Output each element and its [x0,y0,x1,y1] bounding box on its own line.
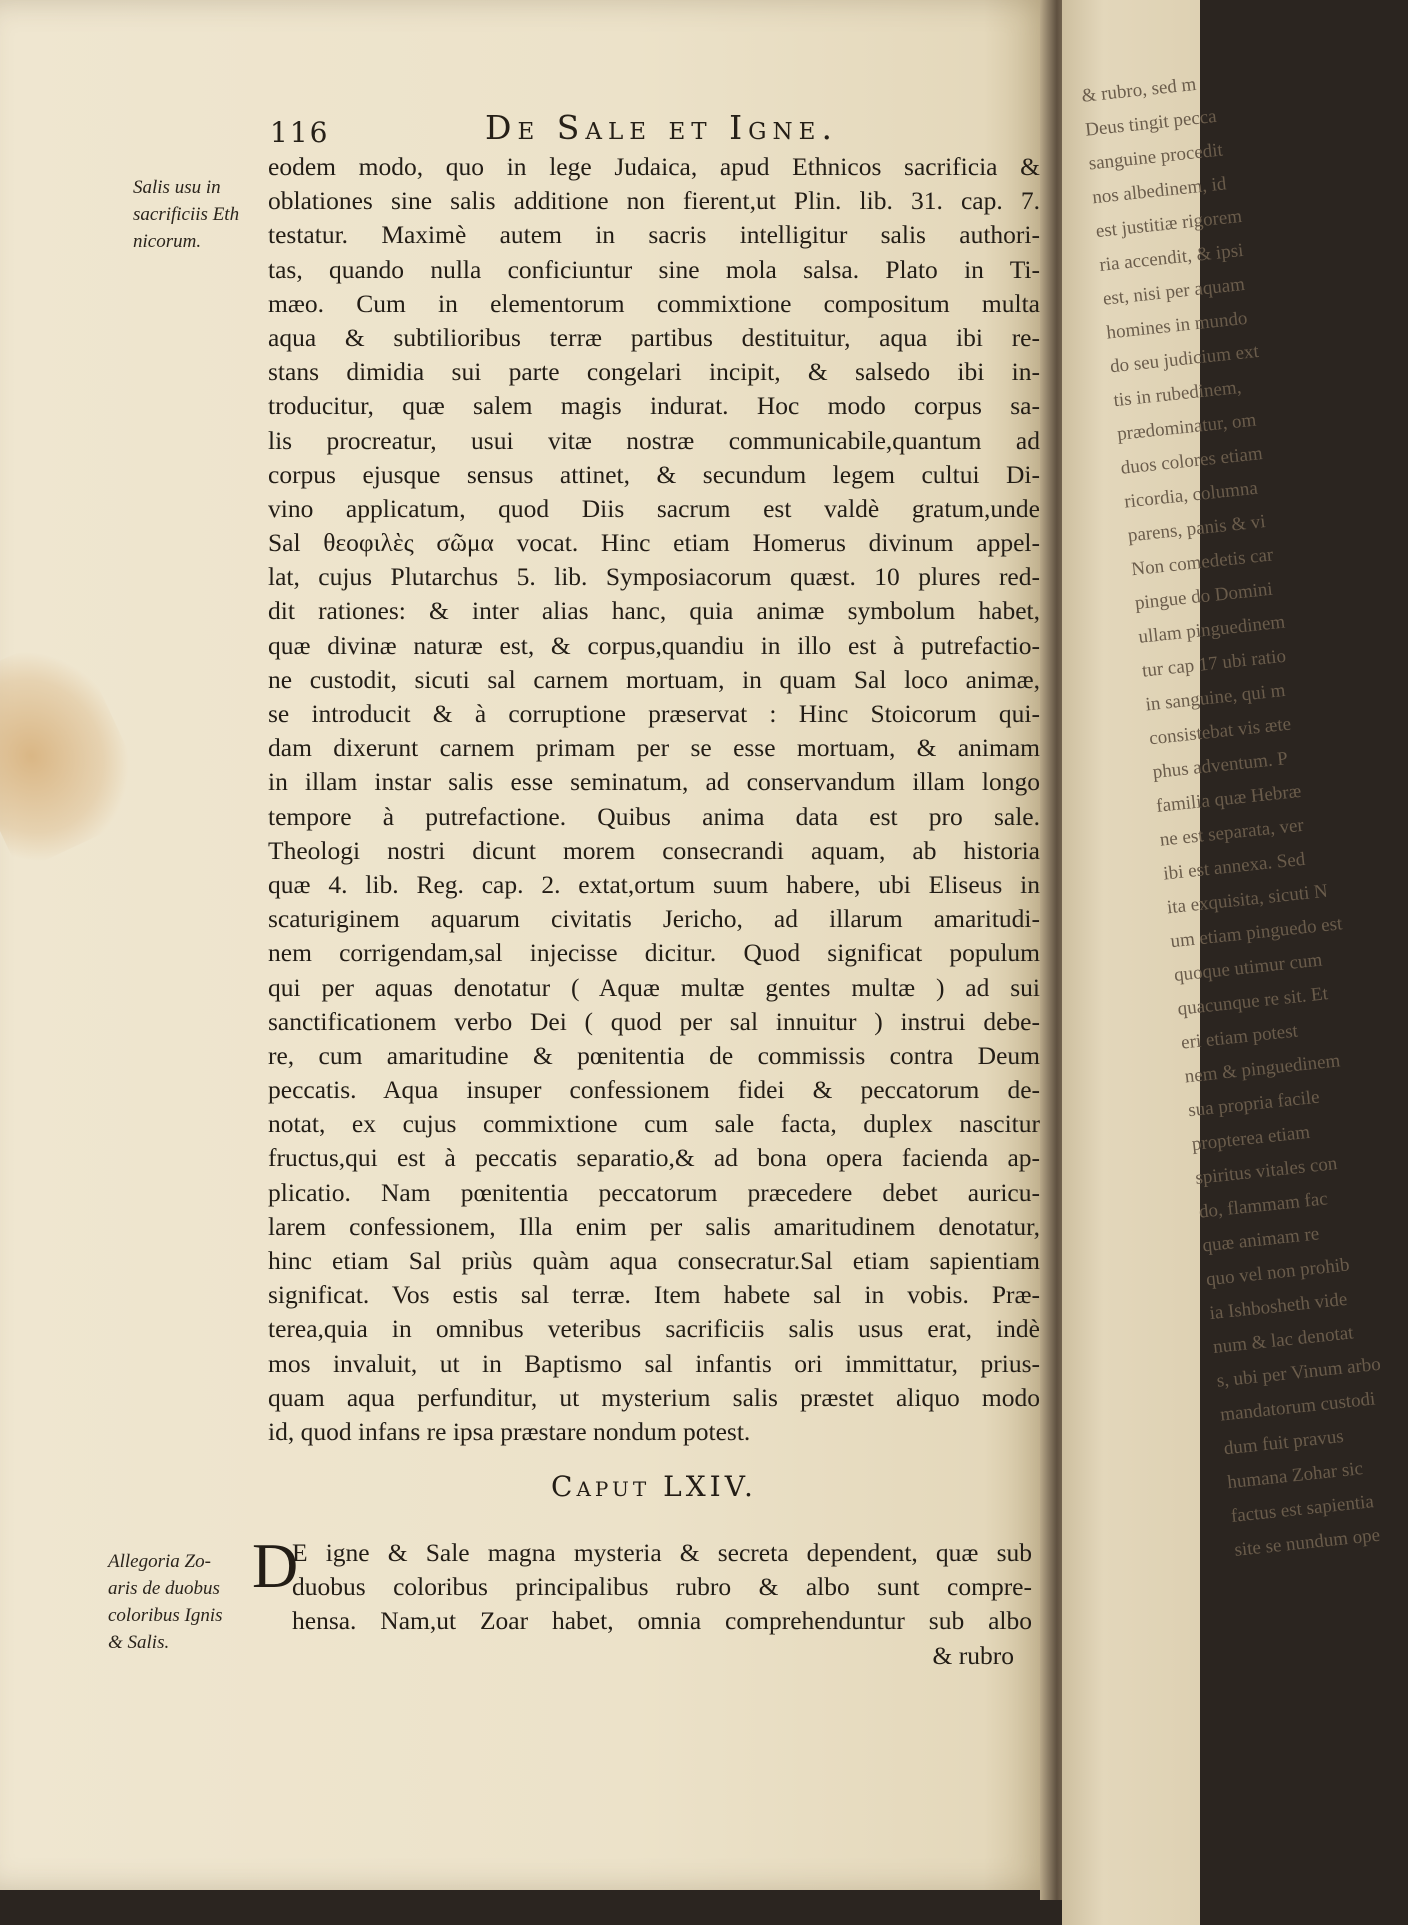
right-page-line: um etiam pinguedo est [1169,913,1344,953]
text-line: eodem modo, quo in lege Judaica, apud Ethnicos sacrificia & [268,152,1040,181]
text-line: id, quod infans re ipsa præstare nondum potest. [268,1416,751,1446]
margin-note-line: nicorum. [133,231,202,252]
right-page-line: phus adventum. P [1151,748,1289,784]
right-page-line: do, flammam fac [1197,1188,1329,1223]
right-page-line: prædominatur, om [1116,409,1258,445]
right-page-line: quoque utimur cum [1173,949,1324,987]
text-line: dit rationes: & inter alias hanc, quia animæ symbolum habet, [268,596,1040,626]
right-page-line: propterea etiam [1190,1121,1312,1156]
right-page-line: num & lac denotat [1212,1322,1355,1358]
right-page-line: ne est separata, ver [1158,814,1305,851]
margin-note-line: Salis usu in [133,177,221,198]
right-page-line: est justitiæ rigorem [1094,205,1243,243]
body-text [268,150,1040,1449]
right-page-line: ia Ishbosheth vide [1208,1288,1349,1325]
text-line: notat, ex cujus commixtione cum sale facta, duplex nascitur [268,1109,1040,1139]
right-page-line: sanguine procedit [1087,139,1224,175]
text-line: qui per aquas denotatur ( Aquæ multæ gentes multæ ) ad sui [268,972,1040,1002]
text-line: vino applicatum, quod Diis sacrum est valdè gratum,unde [268,493,1040,523]
text-line: lis procreatur, usui vitæ nostræ communicabile,quantum ad [268,425,1040,455]
right-page-line: pingue do Domini [1133,578,1274,615]
text-line: mos invaluit, ut in Baptismo sal infantis ori immittatur, prius- [268,1348,1040,1378]
right-page-line: duos colores etiam [1119,443,1264,479]
text-line: quæ divinæ naturæ est, & corpus,quandiu in illo est à putrefactio- [268,630,1040,660]
right-page-edge [1062,0,1382,1925]
page-number: 116 [270,116,330,149]
right-page-line: ullam pinguedinem [1137,611,1287,648]
text-line: significat. Vos estis sal terræ. Item habete sal in vobis. Præ- [268,1280,1040,1310]
page-stain [0,628,155,873]
right-page-line: tur cap 17 ubi ratio [1141,645,1288,682]
text-line: sanctificationem verbo Dei ( quod per sal innuitur ) instrui debe- [268,1006,1040,1036]
text-line: troducitur, quæ salem magis indurat. Hoc modo corpus sa- [268,391,1040,421]
text-line: testatur. Maximè autem in sacris intelligitur salis authori- [268,220,1040,250]
right-page-line: spiritus vitales con [1194,1153,1339,1189]
margin-note-salis-usu [133,174,239,255]
right-page-line: factus est sapientia [1229,1491,1375,1528]
margin-note-line: aris de duobus [108,1578,220,1599]
chapter-text [252,1530,1032,1673]
margin-note-line: coloribus Ignis [108,1605,223,1626]
right-page-line: site se nundum ope [1233,1524,1382,1561]
right-page-line: in sanguine, qui m [1144,679,1287,716]
right-page-line: familia quæ Hebræ [1155,780,1303,817]
text-line: Theologi nostri dicunt morem consecrandi aquam, ab historia [268,835,1040,865]
margin-note-line: sacrificiis Eth [133,204,240,225]
right-page-line: homines in mundo [1105,307,1249,344]
right-page-line: sua propria facile [1187,1086,1321,1122]
right-page-line: humana Zohar sic [1226,1458,1364,1494]
right-page-line: quacunque re sit. Et [1176,983,1329,1020]
right-page-line: parens, panis & vi [1126,511,1267,547]
right-page-line: s, ubi per Vinum arbo [1215,1353,1382,1392]
text-line: tempore à putrefactione. Quibus anima data est pro sale. [268,801,1040,831]
text-line: peccatis. Aqua insuper confessionem fidei & peccatorum de- [268,1075,1040,1105]
text-line: corpus ejusque sensus attinet, & secundum legem cultui Di- [268,459,1040,489]
text-line: hinc etiam Sal priùs quàm aqua consecratur.Sal etiam sapientiam [268,1246,1040,1275]
text-line: quæ 4. lib. Reg. cap. 2. extat,ortum suum habere, ubi Eliseus in [268,869,1040,899]
text-line: dam dixerunt carnem primam per se esse mortuam, & animam [268,733,1040,763]
right-page-line: do seu judicium ext [1109,340,1260,378]
margin-note-line: Allegoria Zo- [108,1551,211,1572]
text-line: ne custodit, sicuti sal carnem mortuam, in quam Sal loco animæ, [268,664,1040,694]
chapter-heading: Caput LXIV. [551,1470,757,1503]
margin-note-allegoria [108,1548,223,1656]
right-page-line: mandatorum custodi [1219,1388,1377,1426]
right-page-line: quæ animam re [1201,1223,1321,1257]
margin-note-line: & Salis. [108,1632,170,1653]
text-line: fructus,qui est à peccatis separatio,& ad bona opera facienda ap- [268,1143,1040,1173]
right-page-line: ita exquisita, sicuti N [1165,880,1329,919]
right-page-line: quo vel non prohib [1205,1254,1351,1291]
text-line: se introducit & à corruptione præservat : Hinc Stoicorum qui- [268,699,1040,728]
right-page-line: Deus tingit pecca [1084,105,1218,141]
text-line: tas, quando nulla conficiuntur sine mola salsa. Plato in Ti- [268,254,1040,284]
right-page-line: eri etiam potest [1180,1020,1299,1054]
text-line: oblationes sine salis additione non fierent,ut Plin. lib. 31. cap. 7. [268,186,1040,216]
text-line: nem corrigendam,sal injecisse dicitur. Quod significat populum [268,938,1040,968]
text-line: larem confessionem, Illa enim per salis amaritudinem denotatur, [268,1211,1040,1241]
text-line: re, cum amaritudine & pœnitentia de commissis contra Deum [268,1040,1040,1070]
right-page-line: ibi est annexa. Sed [1162,848,1307,885]
right-page-line: nos albedinem, id [1091,173,1228,209]
right-page-line: nem & pinguedinem [1183,1050,1342,1088]
text-line: plicatio. Nam pœnitentia peccatorum præcedere debet auricu- [268,1177,1040,1207]
text-line: terea,quia in omnibus veteribus sacrificiis salis usus erat, indè [268,1314,1040,1344]
right-page-text [1080,64,1386,1567]
text-line: E igne & Sale magna mysteria & secreta dependent, quæ sub [292,1538,1032,1567]
text-line: stans dimidia sui parte congelari incipit, & salsedo ibi in- [268,357,1040,387]
text-line: mæo. Cum in elementorum commixtione compositum multa [268,288,1040,318]
right-page-line: dum fuit pravus [1222,1425,1345,1460]
right-page-line: est, nisi per aquam [1101,273,1246,310]
right-page-line: Non comedetis car [1130,544,1275,581]
text-line: scaturiginem aquarum civitatis Jericho, ad illarum amaritudi- [268,904,1040,934]
text-line: Sal θεοφιλὲς σῶμα vocat. Hinc etiam Homerus divinum appel- [268,528,1040,558]
right-page-line: ria accendit, & ipsi [1098,239,1245,276]
right-page-line: & rubro, sed m [1080,73,1198,107]
text-line: lat, cujus Plutarchus 5. lib. Symposiacorum quæst. 10 plures red- [268,562,1040,592]
page-header [260,108,1050,148]
text-line: in illam instar salis esse seminatum, ad conservandum illam longo [268,767,1040,797]
right-page-line: tis in rubedinem, [1112,376,1243,412]
text-line-last: & rubro [932,1640,1014,1670]
right-page-line: ricordia, columna [1123,477,1259,513]
text-line: aqua & subtilioribus terræ partibus destituitur, aqua ibi re- [268,322,1040,352]
right-page-line: consistebat vis æte [1148,713,1293,750]
text-line: duobus coloribus principalibus rubro & albo sunt compre- [292,1572,1032,1602]
drop-cap: D [252,1530,299,1601]
running-head: De Sale et Igne. [485,108,838,147]
text-line: hensa. Nam,ut Zoar habet, omnia comprehenduntur sub albo [292,1606,1032,1636]
text-line: quam aqua perfunditur, ut mysterium salis præstet aliquo modo [268,1382,1040,1412]
